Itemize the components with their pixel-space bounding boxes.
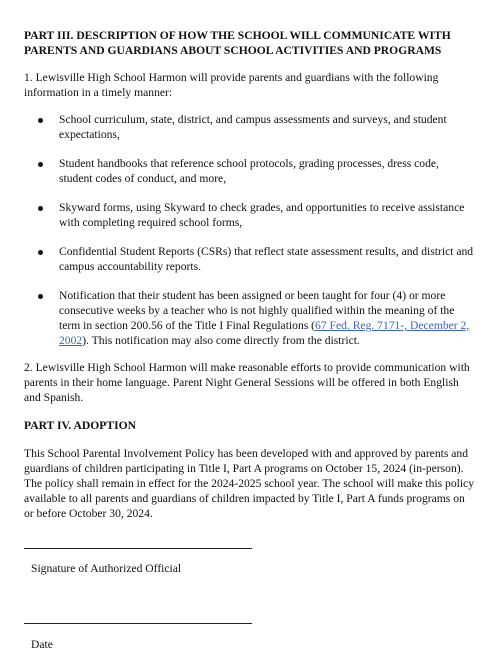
bullet-icon (38, 162, 43, 167)
signature-line (24, 548, 252, 549)
list-item: School curriculum, state, district, and campus assessments and surveys, and student expectations, (24, 112, 474, 142)
part3-heading: PART III. DESCRIPTION OF HOW THE SCHOOL WILL COMMUNICATE WITH PARENTS AND GUARDIANS ABOUT SCHOOL ACTIVITIES AND PROGRAMS (24, 29, 451, 57)
list-item: Skyward forms, using Skyward to check grades, and opportunities to receive assistance with completing required school forms, (24, 200, 474, 230)
signature-label: Signature of Authorized Official (31, 562, 182, 575)
bullet-icon (38, 118, 43, 123)
federal-register-link[interactable]: 67 Fed. Reg. 7171-, December 2, 2002 (59, 319, 470, 347)
information-list (24, 112, 474, 348)
part4-heading: PART IV. ADOPTION (24, 419, 137, 432)
date-label: Date (31, 638, 53, 651)
bullet-icon (38, 294, 43, 299)
bullet-icon (38, 250, 43, 255)
date-line (24, 623, 252, 624)
list-item: Student handbooks that reference school protocols, grading processes, dress code, student codes of conduct, and more, (24, 156, 474, 186)
part3-item-1: 1. Lewisville High School Harmon will provide parents and guardians with the following information in a timely manner: (24, 71, 439, 99)
part3-item-2: 2. Lewisville High School Harmon will make reasonable efforts to provide communication with parents in their home language. Parent Night General Sessions will be offered in both English and Spanish. (24, 361, 470, 404)
bullet-icon (38, 206, 43, 211)
list-item: Notification that their student has been assigned or been taught for four (4) or more consecutive weeks by a teacher who is not highly qualified within the meaning of the term in section 200.56 of the Title I Final Regulations (67 Fed. Reg. 7171-, December 2, 2002). This notification may also come directly from the district. (24, 288, 474, 348)
part4-body: This School Parental Involvement Policy has been developed with and approved by parents and guardians of children participating in Title I, Part A programs on October 15, 2024 (in-person). The policy shall remain in effect for the 2024-2025 school year. The school will make this policy available to all parents and guardians of children impacted by Title I, Part A funds programs on or before October 30, 2024. (24, 447, 475, 520)
list-item: Confidential Student Reports (CSRs) that reflect state assessment results, and district and campus accountability reports. (24, 244, 474, 274)
